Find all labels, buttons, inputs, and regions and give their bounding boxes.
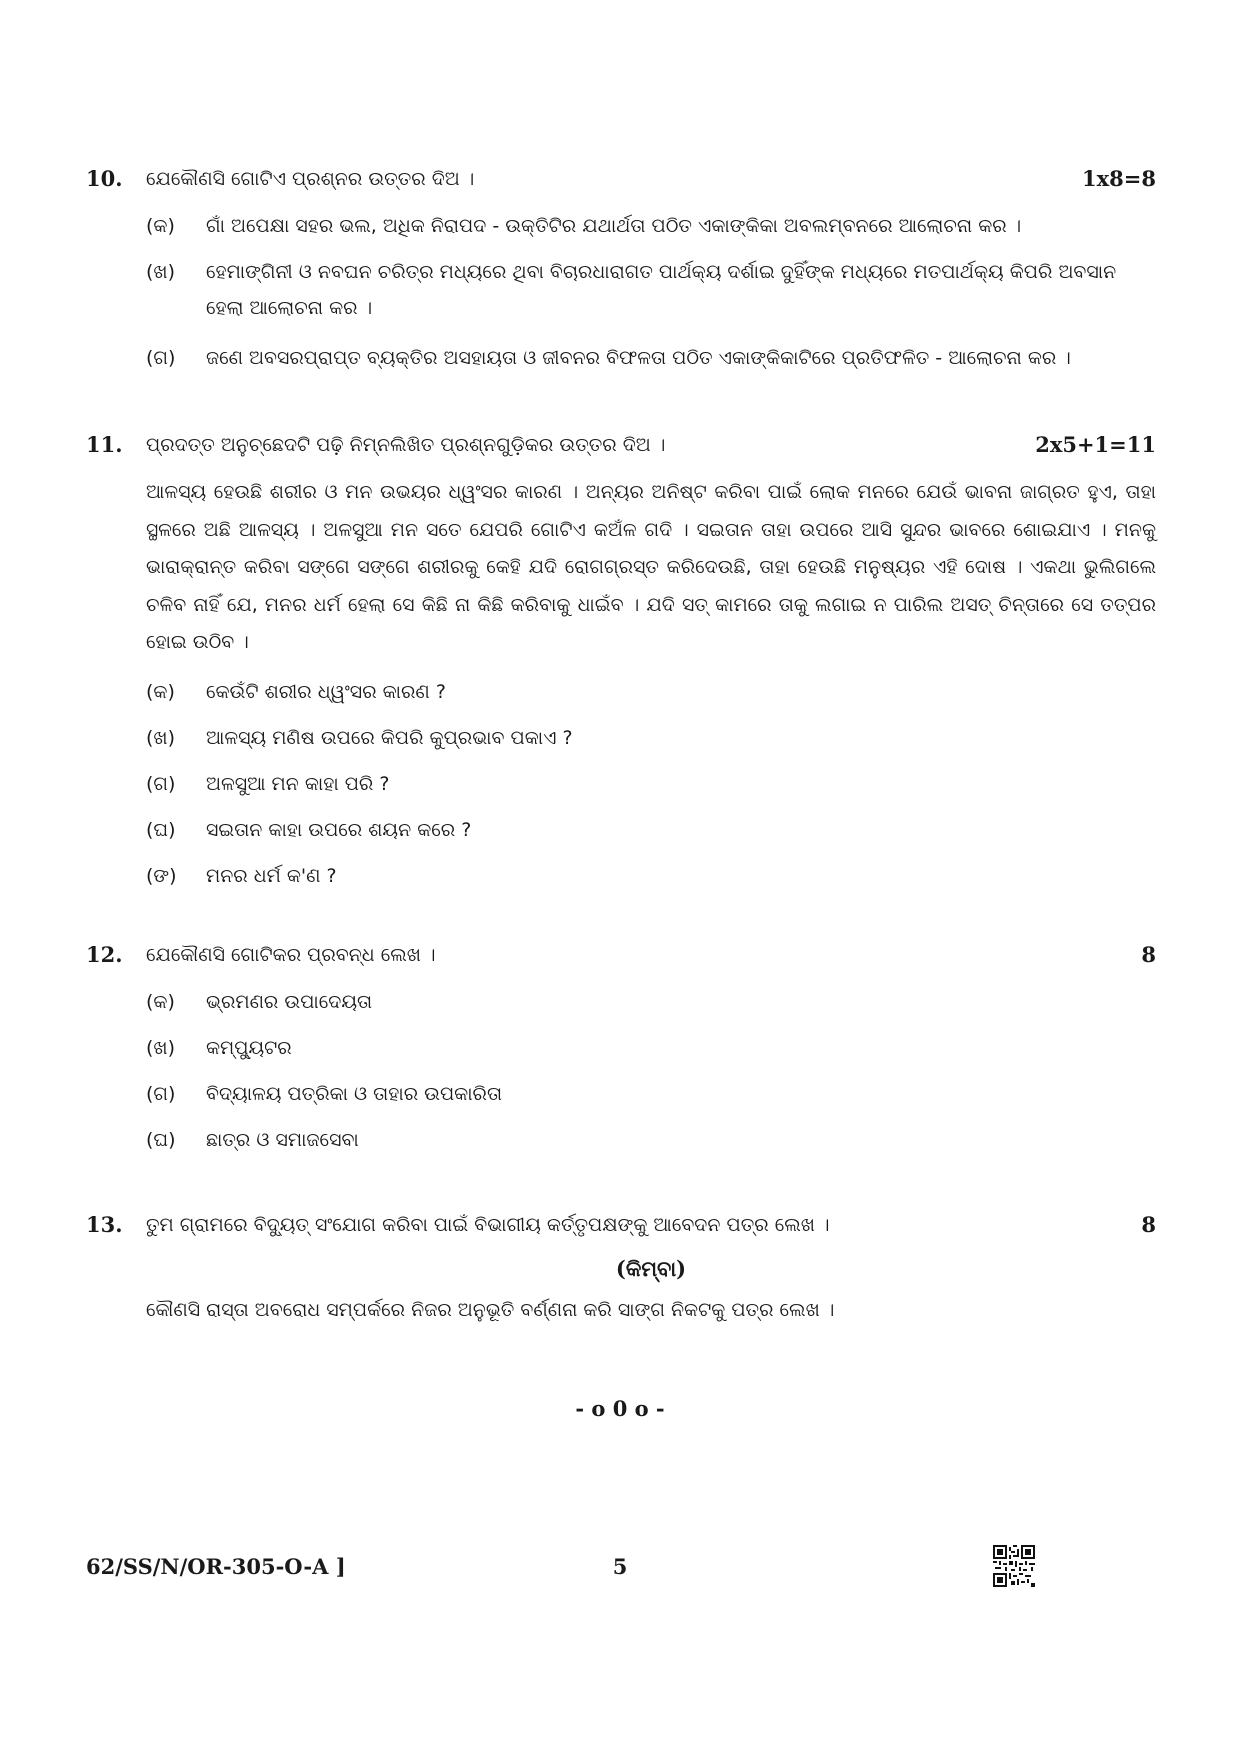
question-header [86, 1212, 1156, 1252]
option-ga [146, 340, 1156, 376]
option-text: ଜଣେ ଅବସରପ୍ରାପ୍ତ ବ୍ୟକ୍ତିର ଅସହାୟତା ଓ ଜୀବନର ବିଫଳତା ପଠିତ ଏକାଙ୍କିକାଟିରେ ପ୍ରତିଫଳିତ - ଆଲୋଚନା କର । [206, 347, 1071, 369]
option-text: ଆଳସ୍ୟ ମଣିଷ ଉପରେ କିପରି କୁପ୍ରଭାବ ପକାଏ ? [206, 726, 573, 749]
option-label: (ଗ) [146, 1083, 176, 1105]
question-text: ଯେକୌଣସି ଗୋଟିଏ ପ୍ରଶ୍ନର ଉତ୍ତର ଦିଅ । [146, 168, 475, 190]
option-text: କମ୍ପ୍ୟୁଟର [206, 1037, 292, 1059]
option-ka [146, 984, 1156, 1020]
option-text: ସଇତାନ କାହା ଉପରେ ଶୟନ କରେ ? [206, 818, 472, 841]
option-text: କେଉଁଟି ଶରୀର ଧ୍ୱଂସର କାରଣ ? [206, 680, 446, 703]
option-label: (ଘ) [146, 1129, 176, 1151]
question-11 [86, 432, 1156, 894]
option-text: ବିଦ୍ୟାଳୟ ପତ୍ରିକା ଓ ତାହାର ଉପକାରିତା [206, 1083, 503, 1105]
question-header [86, 432, 1156, 472]
option-kha [146, 254, 1156, 326]
question-text: ପ୍ରଦତ୍ତ ଅନୁଚ୍ଛେଦଟି ପଢ଼ି ନିମ୍ନଲିଖିତ ପ୍ରଶ୍ନଗୁଡ଼ିକର ଉତ୍ତର ଦିଅ । [146, 434, 666, 456]
option-label: (ଘ) [146, 818, 176, 841]
question-header [86, 942, 1156, 982]
option-kha [146, 1030, 1156, 1066]
option-text: ହେମାଙ୍ଗିନୀ ଓ ନବଘନ ଚରିତ୍ର ମଧ୍ୟରେ ଥିବା ବିଚାରଧାରାଗତ ପାର୍ଥକ୍ୟ ଦର୍ଶାଇ ଦୁହିଁଙ୍କ ମଧ୍ୟରେ ମତପାର୍ଥକ୍ୟ କିପରି ଅବସାନ ହେଲା ଆଲୋଚନା କର । [206, 261, 1117, 319]
option-label: (ଖ) [146, 1037, 176, 1059]
option-ka [146, 674, 1156, 710]
question-marks: 8 [1141, 942, 1156, 967]
question-number: 12. [86, 942, 123, 967]
page-number: 5 [612, 1554, 628, 1579]
option-label: (କ) [146, 680, 175, 703]
paper-code: 62/SS/N/OR-305-O-A ] [86, 1554, 346, 1579]
question-12 [86, 942, 1156, 1158]
question-number: 10. [86, 166, 123, 191]
option-label: (କ) [146, 991, 175, 1013]
option-kha [146, 720, 1156, 756]
option-ga [146, 1076, 1156, 1112]
option-gha [146, 1122, 1156, 1158]
option-text: ମନର ଧର୍ମ କ'ଣ ? [206, 864, 337, 887]
option-label: (ଖ) [146, 261, 176, 283]
option-label: (ଗ) [146, 772, 176, 795]
question-marks: 2x5+1=11 [1035, 432, 1156, 457]
question-marks: 1x8=8 [1082, 166, 1156, 191]
option-label: (ଖ) [146, 726, 176, 749]
question-text: ଯେକୌଣସି ଗୋଟିକର ପ୍ରବନ୍ଧ ଲେଖ । [146, 944, 436, 966]
option-ga [146, 766, 1156, 802]
question-number: 13. [86, 1212, 123, 1237]
question-10 [86, 166, 1156, 376]
or-label: (କିମ୍ବା) [615, 1256, 687, 1281]
question-header [86, 166, 1156, 206]
alternative-question: କୌଣସି ରାସ୍ତା ଅବରୋଧ ସମ୍ପର୍କରେ ନିଜର ଅନୁଭୂତି ବର୍ଣ୍ଣନା କରି ସାଙ୍ଗ ନିକଟକୁ ପତ୍ର ଲେଖ । [146, 1299, 835, 1321]
option-gha [146, 812, 1156, 848]
option-label: (ଗ) [146, 347, 176, 369]
option-nga [146, 858, 1156, 894]
option-text: ଭ୍ରମଣର ଉପାଦେୟତା [206, 991, 373, 1013]
passage: ଆଳସ୍ୟ ହେଉଛି ଶରୀର ଓ ମନ ଉଭୟର ଧ୍ୱଂସର କାରଣ । ଅନ୍ୟର ଅନିଷ୍ଟ କରିବା ପାଇଁ ଲୋକ ମନରେ ଯେଉଁ ଭାବନା ଜାଗ୍ରତ ହୁଏ, ତାହା ସ୍ଥଳରେ ଅଛି ଆଳସ୍ୟ । ଅଳସୁଆ ମନ ସତେ ଯେପରି ଗୋଟିଏ କଅଁଳ ଗଦି । ସଇତାନ ତାହା ଉପରେ ଆସି ସୁନ୍ଦର ଭାବରେ ଶୋଇଯାଏ । ମନକୁ ଭାରାକ୍ରାନ୍ତ କରିବା ସଙ୍ଗେ ସଙ୍ଗେ ଶରୀରକୁ କେହି ଯଦି ରୋଗଗ୍ରସ୍ତ କରିଦେଉଛି, ତାହା ହେଉଛି ମନୁଷ୍ୟର ଏହି ଦୋଷ । ଏକଥା ଭୁଲିଗଲେ ଚଳିବ ନାହିଁ ଯେ, ମନର ଧର୍ମ ହେଲା ସେ କିଛି ନା କିଛି କରିବାକୁ ଧାଇଁବ । ଯଦି ସତ୍ କାମରେ ତାକୁ ଲଗାଇ ନ ପାରିଲ ଅସତ୍ ଚିନ୍ତାରେ ସେ ତତ୍ପର ହୋଇ ଉଠିବ । [146, 481, 1156, 653]
option-ka [146, 208, 1156, 244]
option-label: (ଙ) [146, 864, 177, 887]
qr-code-icon [993, 1545, 1035, 1587]
option-text: ଅଳସୁଆ ମନ କାହା ପରି ? [206, 772, 390, 795]
end-mark: - o 0 o - [575, 1396, 665, 1421]
question-marks: 8 [1141, 1212, 1156, 1237]
question-number: 11. [86, 432, 123, 457]
option-label: (କ) [146, 215, 175, 237]
question-13 [86, 1212, 1156, 1330]
question-text: ତୁମ ଗ୍ରାମରେ ବିଦ୍ୟୁତ୍ ସଂଯୋଗ କରିବା ପାଇଁ ବିଭାଗୀୟ କର୍ତ୍ତୃପକ୍ଷଙ୍କୁ ଆବେଦନ ପତ୍ର ଲେଖ । [146, 1214, 830, 1236]
option-text: ଗାଁ ଅପେକ୍ଷା ସହର ଭଲ, ଅଧିକ ନିରାପଦ - ଉକ୍ତିଟିର ଯଥାର୍ଥତା ପଠିତ ଏକାଙ୍କିକା ଅବଲମ୍ବନରେ ଆଲୋଚନା କର । [206, 215, 1022, 237]
option-text: ଛାତ୍ର ଓ ସମାଜସେବା [206, 1129, 359, 1151]
